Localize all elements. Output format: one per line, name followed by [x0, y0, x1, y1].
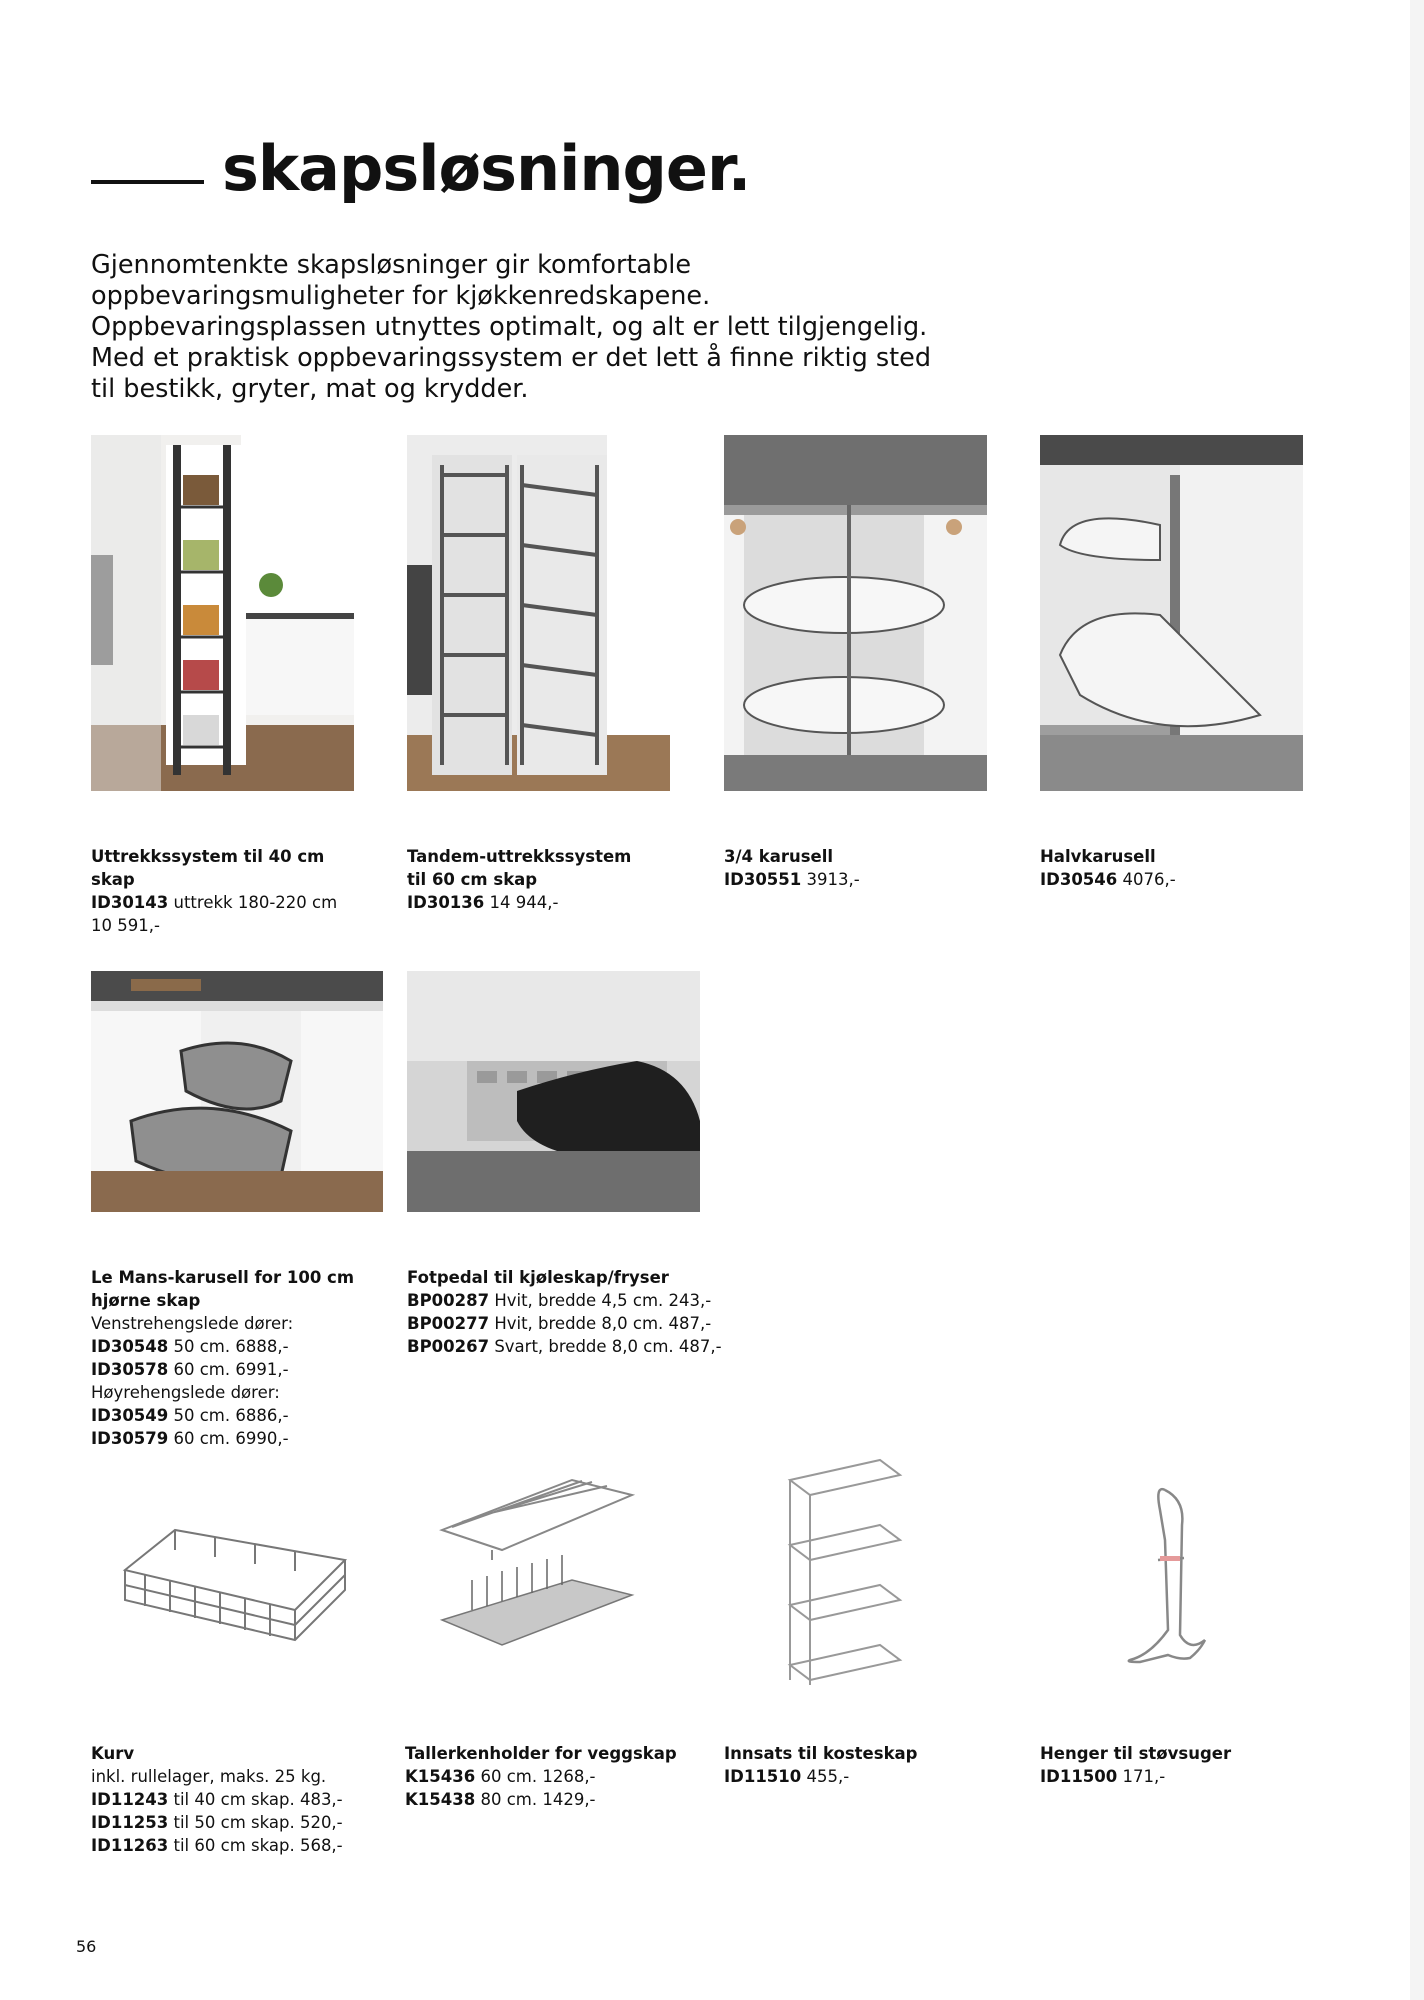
product-id: BP00277: [407, 1314, 490, 1333]
product-line: Venstrehengslede dører:: [91, 1314, 294, 1333]
product-line: ID30551 3913,-: [724, 870, 860, 889]
product-id: BP00287: [407, 1291, 490, 1310]
product-name: Le Mans-karusell for 100 cm hjørne skap: [91, 1268, 355, 1310]
product-line: inkl. rullelager, maks. 25 kg.: [91, 1767, 327, 1786]
photo-foot-pedal: [407, 971, 700, 1212]
product-name: Kurv: [91, 1744, 135, 1763]
product-line: ID30546 4076,-: [1040, 870, 1176, 889]
page-edge-shadow: [1410, 0, 1424, 2000]
page-number: 56: [76, 1937, 97, 1956]
product-id: ID11500: [1040, 1767, 1118, 1786]
product-caption: [407, 845, 637, 914]
product-line: BP00267 Svart, bredde 8,0 cm. 487,-: [407, 1337, 722, 1356]
page-title: skapsløsninger.: [222, 132, 751, 205]
product-line: ID30548 50 cm. 6888,-: [91, 1337, 289, 1356]
product-line: ID11500 171,-: [1040, 1767, 1166, 1786]
product-caption: [91, 845, 361, 937]
product-caption: [405, 1742, 705, 1811]
product-caption: [724, 845, 1004, 891]
product-line: ID30136 14 944,-: [407, 893, 559, 912]
basket-image: [115, 1510, 355, 1670]
product-line: ID30579 60 cm. 6990,-: [91, 1429, 289, 1448]
broom-cabinet-insert-image: [785, 1455, 915, 1690]
product-name: Henger til støvsuger: [1040, 1744, 1232, 1763]
product-id: ID11510: [724, 1767, 802, 1786]
title-rule: [91, 180, 204, 184]
photo-pullout-system-40: [91, 435, 354, 791]
product-name: Tallerkenholder for veggskap: [405, 1744, 677, 1763]
product-name: 3/4 karusell: [724, 847, 834, 866]
product-line: BP00287 Hvit, bredde 4,5 cm. 243,-: [407, 1291, 712, 1310]
product-id: K15436: [405, 1767, 476, 1786]
product-id: ID11263: [91, 1836, 169, 1855]
product-id: ID30551: [724, 870, 802, 889]
product-line: K15436 60 cm. 1268,-: [405, 1767, 596, 1786]
product-line: ID11510 455,-: [724, 1767, 850, 1786]
product-id: BP00267: [407, 1337, 490, 1356]
product-id: ID30578: [91, 1360, 169, 1379]
vacuum-hanger-image: [1120, 1480, 1220, 1670]
product-id: ID11243: [91, 1790, 169, 1809]
photo-le-mans-carousel: [91, 971, 383, 1212]
intro-paragraph: Gjennomtenkte skapsløsninger gir komfortable oppbevaringsmuligheter for kjøkkenredskapene. Oppbevaringsplassen utnyttes optimalt, og alt er lett tilgjengelig. Med et praktisk oppbevaringssystem er det lett å finne riktig sted til bestikk, gryter, mat og krydder.: [91, 250, 932, 404]
product-line: ID11243 til 40 cm skap. 483,-: [91, 1790, 343, 1809]
product-caption: [1040, 845, 1320, 891]
product-line: ID11263 til 60 cm skap. 568,-: [91, 1836, 343, 1855]
product-name: Uttrekkssystem til 40 cm skap: [91, 847, 325, 889]
product-line: ID11253 til 50 cm skap. 520,-: [91, 1813, 343, 1832]
product-line: K15438 80 cm. 1429,-: [405, 1790, 596, 1809]
product-name: Halvkarusell: [1040, 847, 1156, 866]
product-id: K15438: [405, 1790, 476, 1809]
product-caption: [91, 1266, 391, 1450]
photo-three-quarter-carousel: [724, 435, 987, 791]
product-id: ID30546: [1040, 870, 1118, 889]
product-id: ID30136: [407, 893, 485, 912]
product-line: ID30143 uttrekk 180-220 cm 10 591,-: [91, 893, 338, 935]
product-name: Fotpedal til kjøleskap/fryser: [407, 1268, 669, 1287]
product-id: ID30579: [91, 1429, 169, 1448]
product-id: ID30548: [91, 1337, 169, 1356]
product-name: Tandem-uttrekkssystem til 60 cm skap: [407, 847, 632, 889]
product-id: ID30143: [91, 893, 169, 912]
product-id: ID11253: [91, 1813, 169, 1832]
photo-half-carousel: [1040, 435, 1303, 791]
product-caption: [1040, 1742, 1320, 1788]
product-caption: [724, 1742, 1004, 1788]
product-line: BP00277 Hvit, bredde 8,0 cm. 487,-: [407, 1314, 712, 1333]
product-caption: [407, 1266, 727, 1358]
plate-rack-image: [432, 1470, 642, 1670]
product-line: ID30549 50 cm. 6886,-: [91, 1406, 289, 1425]
product-line: ID30578 60 cm. 6991,-: [91, 1360, 289, 1379]
product-line: Høyrehengslede dører:: [91, 1383, 280, 1402]
product-id: ID30549: [91, 1406, 169, 1425]
product-caption: [91, 1742, 391, 1857]
product-name: Innsats til kosteskap: [724, 1744, 918, 1763]
photo-tandem-pullout-60: [407, 435, 670, 791]
